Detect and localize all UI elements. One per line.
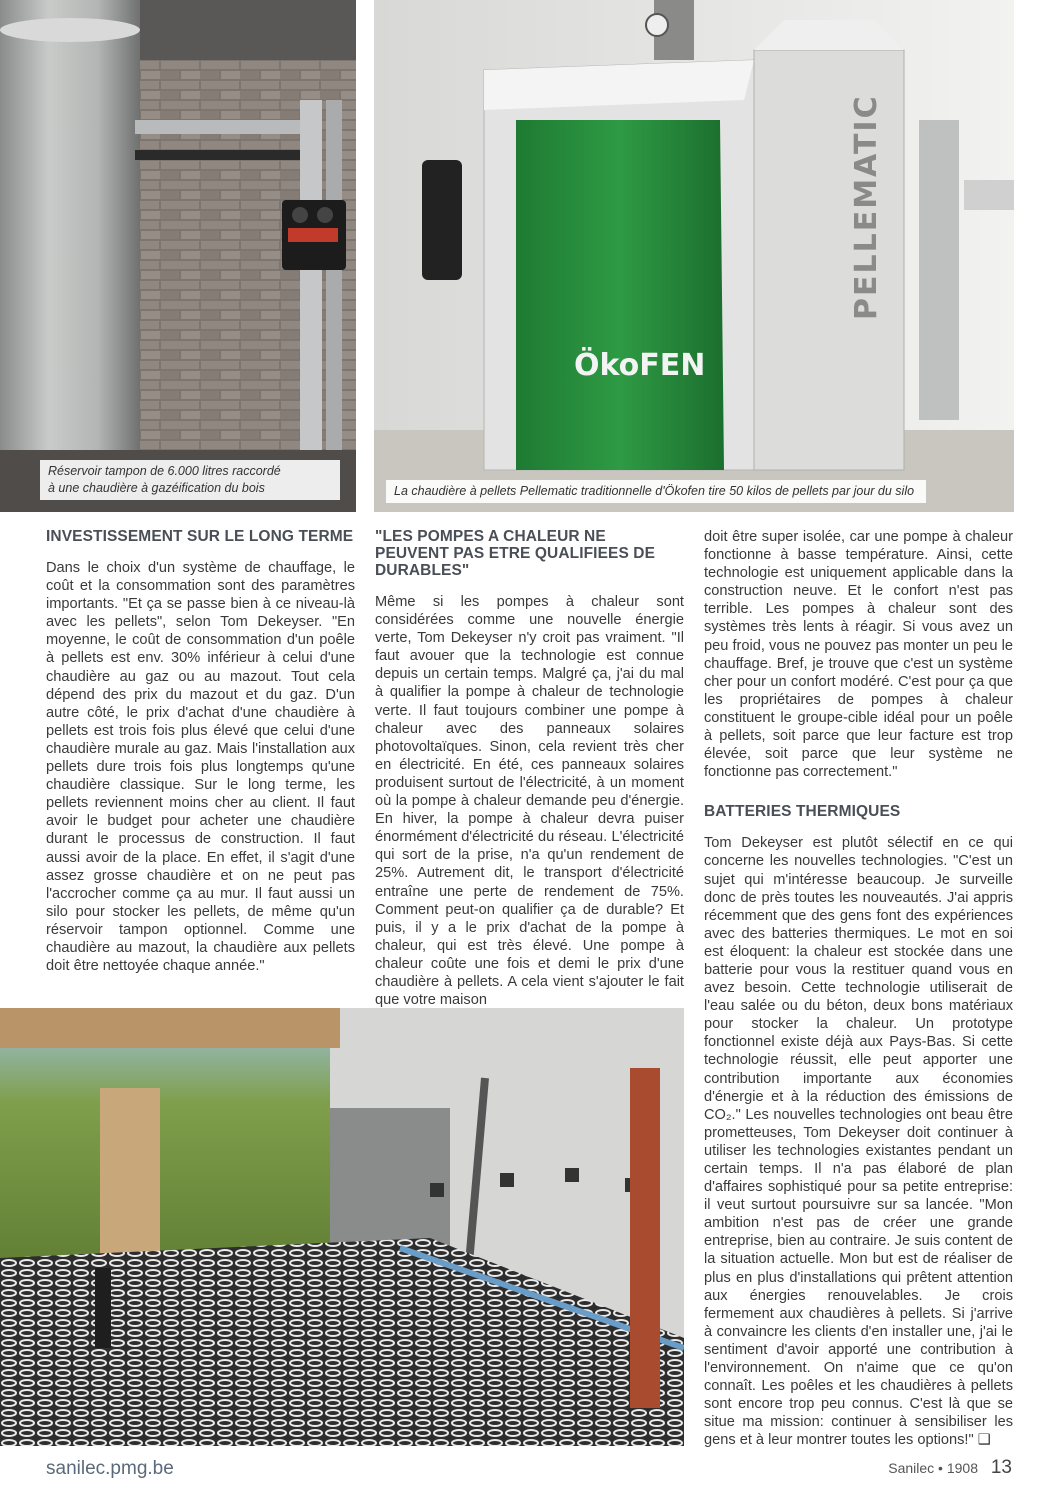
col2-body: Même si les pompes à chaleur sont considérées comme une nouvelle énergie verte, Tom Dekeyser n'y croit pas vraiment. "Il faut avouer que la technologie est connue depuis un certain temps. Malgré ça, j'ai du mal à qualifier la pompe à chaleur de technologie verte. Il faut toujours combiner une pompe à chaleur avec des panneaux solaires photovoltaïques. Sinon, cela revient très cher en électricité. En été, ces panneaux solaires produisent surtout de l'électricité, à un moment où la pompe à chaleur demande peu d'énergie. En hiver, la pompe à chaleur devra puiser énormément d'électricité du réseau. L'électricité qui sort de la prise, n'a qu'un rendement de 25%. Autrement dit, le transport d'électricité entraîne une perte de rendement de 75%. Comment peut-on qualifier ça de durable? Et puis, il y a le prix d'achat de la pompe à chaleur, qui est très élevé. Une pompe à chaleur coûte une fois et demi le prix d'une chaudière à pellets. A cela vient s'ajouter le fait que votre maison (375, 594, 684, 1009)
photo-pellet-boiler (374, 0, 1014, 512)
photo-buffer-tank (0, 0, 356, 512)
tank-caption (40, 460, 340, 500)
pellematic-label: PELLEMATIC (849, 94, 884, 320)
photo-underfloor-heating (0, 1008, 684, 1446)
underfloor-heating-illustration (0, 1008, 684, 1446)
buffer-tank-illustration (0, 0, 356, 512)
pellet-boiler-illustration (374, 0, 1014, 512)
end-mark-icon: ❑ (977, 1432, 991, 1449)
footer-magazine: Sanilec • 1908 (888, 1460, 978, 1476)
okofen-logo: ÖkoFEN (574, 348, 706, 383)
tank-caption-line2: à une chaudière à gazéification du bois (48, 481, 265, 495)
col3-body-2: Tom Dekeyser est plutôt sélectif en ce qui concerne les nouvelles technologies. "C'est un sujet qui m'intéresse beaucoup. Je surveille donc de près toutes les nouveautés. J'ai appris récemment que des gens font des expériences avec des batteries thermiques. Le mot en soi est éloquent: la chaleur est stockée dans une batterie pour vous la restituer quand vous en avez besoin. Cette technologie utiliserait de l'eau salée ou du béton, deux bons matériaux pour stocker la chaleur. Un prototype fonctionnel existe déjà aux Pays-Bas. Si cette technologie réussit, elle peut apporter une contribution importante aux économies d'énergie et à la réduction des émissions de CO₂." Les nouvelles technologies ont beau être prometteuses, Tom Dekeyser doit continuer à utiliser les technologies existantes pendant un certain temps. Il n'a pas élaboré de plan d'affaires sophistiqué pour sa petite entreprise: il veut surtout poursuivre sur sa lancée. "Mon ambition n'est pas de créer une grande entreprise, bien au contraire. Je suis content de la situation actuelle. Mon but est de réaliser de plus en plus d'installations qui prêtent attention aux énergies renouvelables. Je crois fermement aux chaudières à pellets. Si j'arrive à convaincre les clients d'en installer une, j'ai le sentiment d'avoir apporté une contribution à l'environnement. On n'aime que ce qu'on connaît. Les poêles et les chaudières à pellets sont encore trop peu connus. C'est là que se situe ma mission: continuer à sensibiliser les gens et à leur montrer toutes les options!" (704, 835, 1013, 1449)
heading-long-term: INVESTISSEMENT SUR LE LONG TERME (46, 528, 354, 545)
footer-url[interactable]: sanilec.pmg.be (46, 1458, 174, 1479)
page-number: 13 (990, 1457, 1012, 1478)
col3-body-1: doit être super isolée, car une pompe à chaleur fonctionne à basse température. Ainsi, cette technologie est uniquement applicable dans la construction neuve. Et le confort n'est pas terrible. Les pompes à chaleur sont des systèmes très lents à réagir. Si vous avez un peu froid, vous ne pouvez pas monter un peu le chauffage. Bref, je trouve que c'est un système cher pour un confort modéré. C'est pour ça que les propriétaires de pompes à chaleur constituent le groupe-cible idéal pour un poêle à pellets, soit parce que leur facture est trop élevée, soit parce que leur système ne fonctionne pas correctement." (704, 529, 1013, 781)
col1-body: Dans le choix d'un système de chauffage, le coût et la consommation sont des paramètres importants. "Et ça se passe bien à ce niveau-là avec les pellets", selon Tom Dekeyser. "En moyenne, le coût de consommation d'un poêle à pellets est env. 30% inférieur à celui d'une chaudière au gaz ou au mazout. Tout cela dépend des prix du mazout et du gaz. D'un autre côté, le prix d'achat d'une chaudière à pellets est trois fois plus élevé que celui d'une chaudière murale au gaz. Mais l'installation aux pellets dure trois fois plus longtemps qu'une chaudière classique. Sur le long terme, les pellets reviennent moins cher au client. Il faut avoir le budget pour acheter une chaudière durant le processus de construction. Il faut aussi avoir de la place. En effet, il s'agit d'une assez grosse chaudière et on ne peut pas l'accrocher comme ça au mur. Il faut aussi un silo pour stocker les pellets, de même qu'un réservoir tampon optionnel. Comme une chaudière au mazout, la chaudière aux pellets doit être nettoyée chaque année." (46, 560, 355, 975)
heading-heat-pumps: "LES POMPES A CHALEUR NE PEUVENT PAS ETRE QUALIFIEES DE DURABLES" (375, 528, 656, 579)
tank-caption-line1: Réservoir tampon de 6.000 litres raccordé (48, 464, 281, 478)
article-column-1 (46, 528, 355, 975)
article-column-2 (375, 528, 684, 1009)
boiler-caption: La chaudière à pellets Pellematic traditionnelle d'Ökofen tire 50 kilos de pellets par jour du silo (386, 480, 926, 503)
article-column-3 (704, 528, 1013, 1450)
heading-thermal-batteries: BATTERIES THERMIQUES (704, 803, 901, 821)
